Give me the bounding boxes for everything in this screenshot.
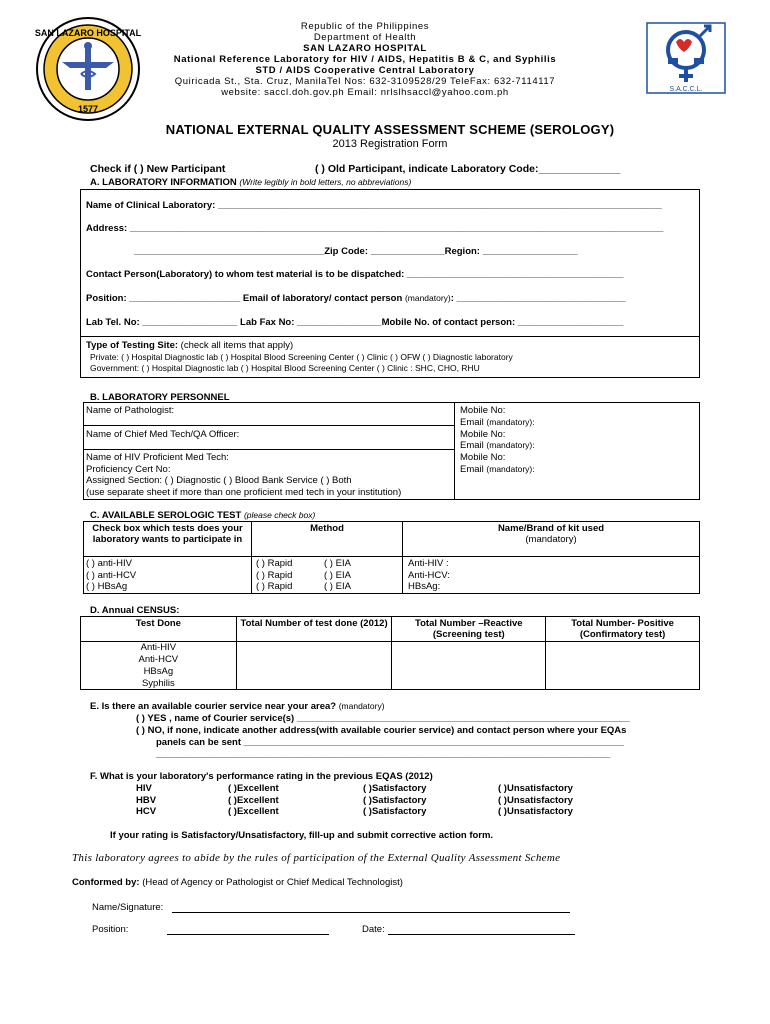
header-reference-lab: National Reference Laboratory for HIV / AIDS, Hepatitis B & C, and Syphilis [173,54,557,65]
section-a-title: A. LABORATORY INFORMATION [90,177,237,188]
kit-anti-hiv[interactable]: Anti-HIV : [408,558,449,569]
lab-tel-fax-mobile-field[interactable]: Lab Tel. No: __________________ Lab Fax No: ________________Mobile No. of contact person: ____________________ [86,317,624,328]
census-cell[interactable] [236,666,392,678]
census-cell[interactable] [546,642,700,654]
census-header-test: Test Done [81,617,237,642]
email-mandatory: (mandatory) [404,293,451,303]
table-row [81,654,700,666]
test-options[interactable] [86,558,136,593]
census-table [80,616,700,690]
census-cell[interactable] [392,654,546,666]
rapid-option[interactable]: ( ) Rapid [256,569,293,581]
conformed-note: (Head of Agency or Pathologist or Chief Medical Technologist) [139,877,403,888]
personnel-contact-fields[interactable] [460,405,535,476]
census-cell[interactable] [546,666,700,678]
position-label: Position: [92,924,129,935]
test-option-anti-hcv[interactable]: ( ) anti-HCV [86,569,137,581]
census-cell[interactable] [236,654,392,666]
assigned-section: Assigned Section: ( ) Diagnostic ( ) Blood Bank Service ( ) Both [86,475,352,486]
eia-option[interactable]: ( ) EIA [324,581,351,592]
census-row-label: Anti-HCV [81,654,237,666]
rapid-options[interactable] [256,558,292,593]
rating-unsatisfactory-option[interactable]: ( )Unsatisfactory [498,794,573,806]
section-e-title: E. Is there an available courier service near your area? [90,701,337,712]
rating-tests [136,783,156,818]
san-lazaro-hospital-seal [32,16,144,122]
header-republic: Republic of the Philippines [300,21,430,32]
header-block [160,21,570,98]
email-mandatory: (mandatory): [486,416,535,427]
saccl-text: S.A.C.C.L. [669,86,703,93]
census-cell[interactable] [546,654,700,666]
section-f-title: F. What is your laboratory's performance rating in the previous EQAS (2012) [90,771,433,782]
header-central-lab: STD / AIDS Cooperative Central Laboratory [255,65,475,76]
zip-region-field[interactable]: ____________________________________Zip Code: ______________Region: __________________ [134,246,578,257]
separate-sheet-note: (use separate sheet if more than one proficient med tech in your institution) [86,486,402,498]
email-label: Email [460,416,484,428]
kit-header [402,523,700,545]
census-cell[interactable] [392,678,546,690]
new-participant-checkbox[interactable]: Check if ( ) New Participant [90,163,226,175]
seal-text: SAN LAZARO HOSPITAL [34,28,142,38]
table-row [81,642,700,654]
rapid-option[interactable]: ( ) Rapid [256,581,293,592]
chief-medtech-field[interactable]: Name of Chief Med Tech/QA Officer: [86,429,240,440]
census-row-label: Syphilis [81,678,237,690]
old-participant-checkbox[interactable]: ( ) Old Participant, indicate Laboratory Code:______________ [315,163,621,175]
census-cell[interactable] [236,642,392,654]
section-e-heading [90,701,385,712]
divider [83,449,455,450]
panels-address-line[interactable]: ______________________________________________________________________________________ [156,749,611,760]
rating-excellent-option[interactable]: ( )Excellent [228,806,279,817]
section-c-title: C. AVAILABLE SEROLOGIC TEST [90,510,242,521]
conformed-by [72,877,403,888]
government-options[interactable]: Government: ( ) Hospital Diagnostic lab ( ) Hospital Blood Screening Center ( ) Clinic : SHC, CHO, RHU [90,363,480,373]
date-field[interactable] [388,934,575,935]
form-subtitle: 2013 Registration Form [332,138,448,150]
rating-excellent-option[interactable]: ( )Excellent [228,783,279,794]
rating-unsatisfactory-option[interactable]: ( )Unsatisfactory [498,806,573,817]
private-options[interactable]: Private: ( ) Hospital Diagnostic lab ( ) Hospital Blood Screening Center ( ) Clinic ( ) OFW ( ) Diagnostic laboratory [90,352,513,362]
census-cell[interactable] [392,666,546,678]
lab-info-box [80,189,700,337]
rating-test-hbv: HBV [136,794,157,806]
rating-excellent-option[interactable]: ( )Excellent [228,794,279,806]
table-row [81,678,700,690]
header-address: Quiricada St., Sta. Cruz, ManilaTel Nos: 632-3109528/29 TeleFax: 632-7114117 [174,76,556,87]
mobile-label: Mobile No: [460,428,506,440]
agreement-statement: This laboratory agrees to abide by the rules of participation of the External Quality Assessment Scheme [72,852,561,864]
census-header-positive: Total Number- Positive (Confirmatory test) [546,617,700,642]
section-a-heading [90,177,411,188]
census-header-total: Total Number of test done (2012) [236,617,392,642]
rating-unsatisfactory-option[interactable]: ( )Unsatisfactory [498,783,573,794]
header-department: Department of Health [313,32,417,43]
hiv-medtech-block[interactable] [86,452,401,498]
kit-header-mandatory: (mandatory) [525,534,577,545]
test-option-hbsag[interactable]: ( ) HBsAg [86,581,128,592]
corrective-action-note: If your rating is Satisfactory/Unsatisfactory, fill-up and submit corrective action form. [110,830,494,841]
eia-options[interactable] [324,558,351,593]
testing-site-note: (check all items that apply) [178,340,294,351]
name-signature-label: Name/Signature: [92,902,164,913]
date-label: Date: [362,924,385,935]
header-hospital: SAN LAZARO HOSPITAL [303,43,427,54]
testing-site-label: Type of Testing Site: [86,340,179,351]
method-header: Method [310,523,344,534]
section-b-title: B. LABORATORY PERSONNEL [90,392,230,403]
section-c-note: (please check box) [243,510,316,520]
position-field[interactable] [167,934,329,935]
testing-site-heading [86,340,293,351]
divider [83,425,455,426]
eia-option[interactable]: ( ) EIA [324,569,351,581]
position-email-field[interactable] [86,293,626,304]
mobile-label: Mobile No: [460,452,506,464]
rating-satisfactory-option[interactable]: ( )Satisfactory [363,806,427,817]
saccl-logo [646,22,726,94]
kit-header-title: Name/Brand of kit used [497,523,605,534]
section-a-note: (Write legibly in bold letters, no abbreviations) [239,177,412,187]
email-label: Email [460,463,484,475]
census-header-reactive: Total Number –Reactive (Screening test) [392,617,546,642]
kit-anti-hcv[interactable]: Anti-HCV: [408,569,450,581]
contact-person-field[interactable]: Contact Person(Laboratory) to whom test material is to be dispatched: _________________________________________ [86,269,624,280]
proficiency-cert: Proficiency Cert No: [86,463,171,475]
position-email-label: Position: _____________________ Email of laboratory/ contact person [86,293,403,304]
rating-test-hiv: HIV [136,783,152,794]
rating-test-hcv: HCV [136,806,157,817]
conformed-label: Conformed by: [72,877,140,888]
hiv-medtech-name: Name of HIV Proficient Med Tech: [86,452,229,463]
header-website: website: saccl.doh.gov.ph Email: nrlslhsaccl@yahoo.com.ph [221,87,509,98]
courier-no-option[interactable]: ( ) NO, if none, indicate another address(with available courier service) and contact person where your EQAs [136,725,627,736]
test-option-anti-hiv[interactable]: ( ) anti-HIV [86,558,132,569]
mobile-label: Mobile No: [460,405,506,416]
section-c-heading [90,510,315,521]
email-line: : ________________________________ [450,293,626,304]
clinical-lab-name-field[interactable]: Name of Clinical Laboratory: ____________________________________________________________________________________ [86,200,662,211]
tests-header: Check box which tests does your laboratory wants to participate in [92,523,243,545]
census-row-label: HBsAg [81,666,237,678]
panels-address-field[interactable]: panels can be sent ________________________________________________________________________ [156,737,625,748]
email-label: Email [460,440,484,452]
courier-yes-option[interactable]: ( ) YES , name of Courier service(s) _______________________________________________________________ [136,713,630,724]
pathologist-field[interactable]: Name of Pathologist: [86,405,175,416]
rapid-option[interactable]: ( ) Rapid [256,558,293,569]
eia-option[interactable]: ( ) EIA [324,558,351,569]
name-signature-field[interactable] [172,912,570,913]
email-mandatory: (mandatory): [486,463,535,474]
kit-hbsag[interactable]: HBsAg: [408,581,441,592]
form-title: NATIONAL EXTERNAL QUALITY ASSESSMENT SCHEME (SEROLOGY) [165,122,615,137]
seal-year: 1577 [77,104,99,114]
rating-satisfactory-option[interactable]: ( )Satisfactory [363,783,427,794]
kit-fields[interactable] [408,558,450,593]
section-e-mandatory: (mandatory) [338,701,385,711]
section-d-title: D. Annual CENSUS: [90,605,180,616]
census-cell[interactable] [392,642,546,654]
email-mandatory: (mandatory): [486,440,535,451]
rating-excellent[interactable] [228,783,279,818]
census-row-label: Anti-HIV [81,642,237,654]
census-cell[interactable] [236,678,392,690]
rating-satisfactory[interactable] [363,783,426,818]
address-field[interactable]: Address: _____________________________________________________________________________________________________ [86,223,664,234]
rating-unsatisfactory[interactable] [498,783,573,818]
rating-satisfactory-option[interactable]: ( )Satisfactory [363,794,427,806]
census-cell[interactable] [546,678,700,690]
table-row [81,666,700,678]
